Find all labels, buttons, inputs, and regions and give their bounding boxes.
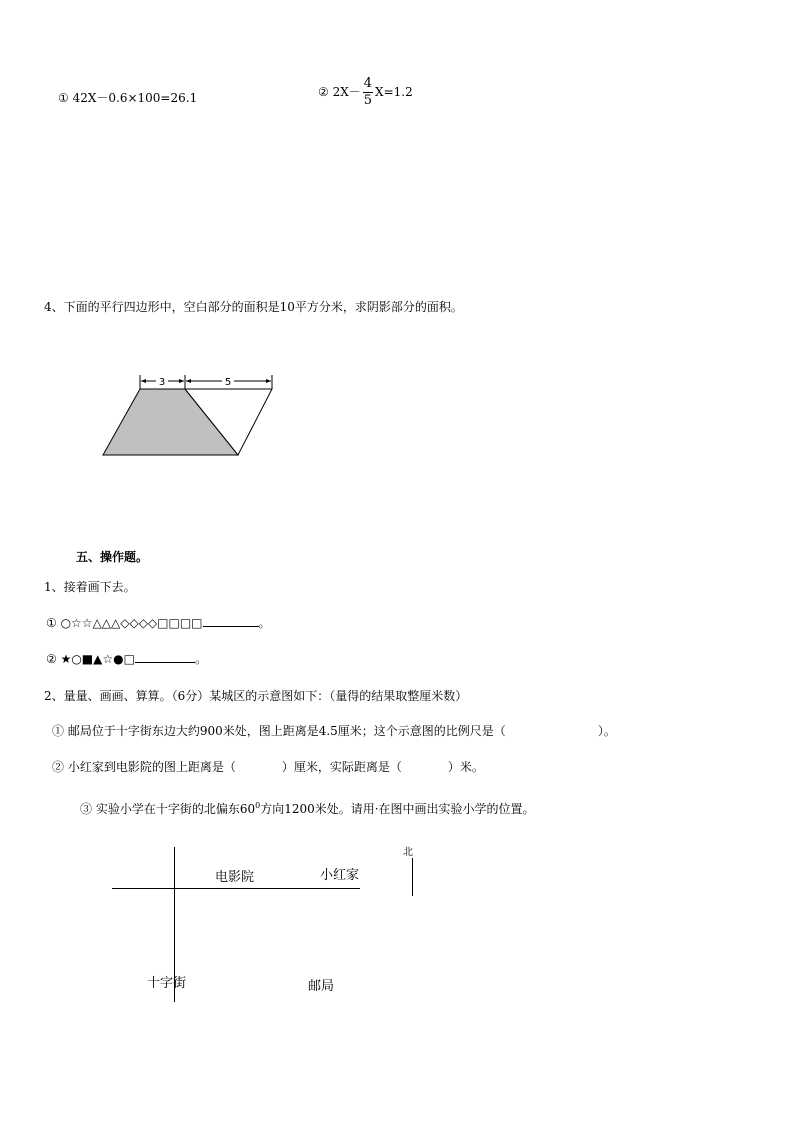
answer-blank[interactable] xyxy=(135,650,195,663)
label-right: 5 xyxy=(224,377,232,388)
map-horizontal-road xyxy=(112,888,360,889)
label-left: 3 xyxy=(158,377,166,388)
question-4-text: 4、下面的平行四边形中，空白部分的面积是10平方分米，求阴影部分的面积。 xyxy=(44,300,463,314)
arrowhead xyxy=(266,379,271,383)
arrowhead xyxy=(186,379,191,383)
q2-item-3 xyxy=(80,800,535,817)
q2-item-3-text: ③ 实验小学在十字街的北偏东60 xyxy=(80,802,256,816)
q2-item-3-end: 方向1200米处。请用·在图中画出实验小学的位置。 xyxy=(260,802,535,816)
q1-item-1-end: 。 xyxy=(258,616,271,630)
q1-item-2 xyxy=(46,650,207,667)
parallelogram-figure xyxy=(95,366,285,461)
q1-title: 1、接着画下去。 xyxy=(44,580,136,594)
map-label-xiaohong-home: 小红家 xyxy=(320,868,360,883)
map-label-cinema: 电影院 xyxy=(215,870,255,885)
equation-1: ① 42X－0.6×100=26.1 xyxy=(58,91,198,105)
map-label-post-office: 邮局 xyxy=(308,979,335,994)
q2-item-1-end: ）。 xyxy=(597,724,616,738)
equation-2-prefix: ② 2X－ xyxy=(318,85,361,99)
q2-item-1 xyxy=(52,722,616,739)
north-label: 北 xyxy=(403,847,413,858)
north-arrow xyxy=(403,848,413,896)
section-5-title: 五、操作题。 xyxy=(76,550,149,564)
equation-2-suffix: X=1.2 xyxy=(375,85,413,99)
q2-item-2 xyxy=(52,758,484,775)
equation-2 xyxy=(318,76,413,109)
q1-item-2-end: 。 xyxy=(194,652,207,666)
q2-item-1-text: ① 邮局位于十字街东边大约900米处，图上距离是4.5厘米；这个示意图的比例尺是（ xyxy=(52,724,506,738)
q2-item-2-mid: ）厘米，实际距离是（ xyxy=(281,760,402,774)
q1-item-2-sequence: ② ★○■▲☆●□ xyxy=(46,652,135,666)
answer-blank[interactable] xyxy=(203,614,259,627)
fraction-numerator: 4 xyxy=(363,76,373,91)
q2-item-2-end: ）米。 xyxy=(447,760,484,774)
arrowhead xyxy=(179,379,184,383)
q2-title: 2、量量、画画、算算。（6分）某城区的示意图如下：（量得的结果取整厘米数） xyxy=(44,689,468,703)
fraction-denominator: 5 xyxy=(363,93,373,108)
q1-item-1-sequence: ① ○☆☆△△△◇◇◇◇□□□□ xyxy=(46,616,203,630)
q1-item-1 xyxy=(46,614,271,631)
map-label-crossroad: 十字街 xyxy=(147,976,187,991)
north-line xyxy=(412,858,413,896)
degree-superscript: 0 xyxy=(255,801,261,810)
q2-item-2-text: ② 小红家到电影院的图上距离是（ xyxy=(52,760,236,774)
arrowhead xyxy=(141,379,146,383)
fraction xyxy=(363,76,373,109)
